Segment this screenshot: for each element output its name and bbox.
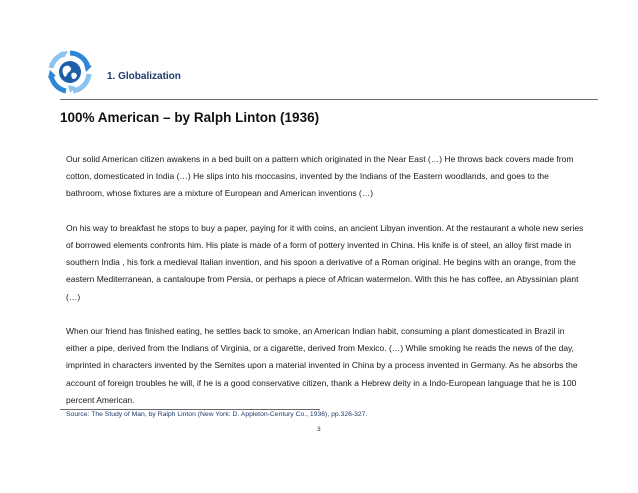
source-divider (60, 409, 320, 410)
paragraph-morning: Our solid American citizen awakens in a bed built on a pattern which originated in the Near East (…) He throws back covers made from cotton, domesticated in India (…) He slips into his moccasins, invented by the Indians of the Eastern woodlands, and goes to the bathroom, whose fixtures are a mixture of European and American inventions (…) (66, 154, 574, 199)
source-citation: Source: The Study of Man, by Ralph Linton (New York: D. Appleton-Century Co., 1936), pp.326-327. (66, 411, 368, 418)
globe-arrows-icon (48, 50, 92, 94)
paragraph-smoking: When our friend has finished eating, he settles back to smoke, an American Indian habit, consuming a plant domesticated in Brazil in either a pipe, derived from the Indians of Virginia, or a cigarette, derived from Mexico. (…) While smoking he reads the news of the day, imprinted in characters invented by the Semites upon a material invented in China by a process invented in Germany. As he absorbs the account of foreign troubles he will, if he is a good conservative citizen, thank a Hebrew deity in a Indo-European language that he is 100 percent American. (66, 326, 578, 405)
paragraph-breakfast: On his way to breakfast he stops to buy a paper, paying for it with coins, an ancient Libyan invention. At the restaurant a whole new series of borrowed elements confronts him. His plate is made of a form of pottery invented in China. His knife is of steel, an alloy first made in southern India , his fork a medieval Italian invention, and his spoon a derivative of a Roman original. He begins with an orange, from the eastern Mediterranean, a cantaloupe from Persia, or perhaps a piece of African watermelon. With this he has coffee, an Abyssinian plant (…) (66, 222, 584, 302)
quote-body (66, 151, 586, 426)
header-divider (60, 99, 598, 100)
section-title: 1. Globalization (107, 71, 181, 82)
slide-title: 100% American – by Ralph Linton (1936) (60, 110, 320, 125)
page-number: 3 (317, 426, 321, 433)
